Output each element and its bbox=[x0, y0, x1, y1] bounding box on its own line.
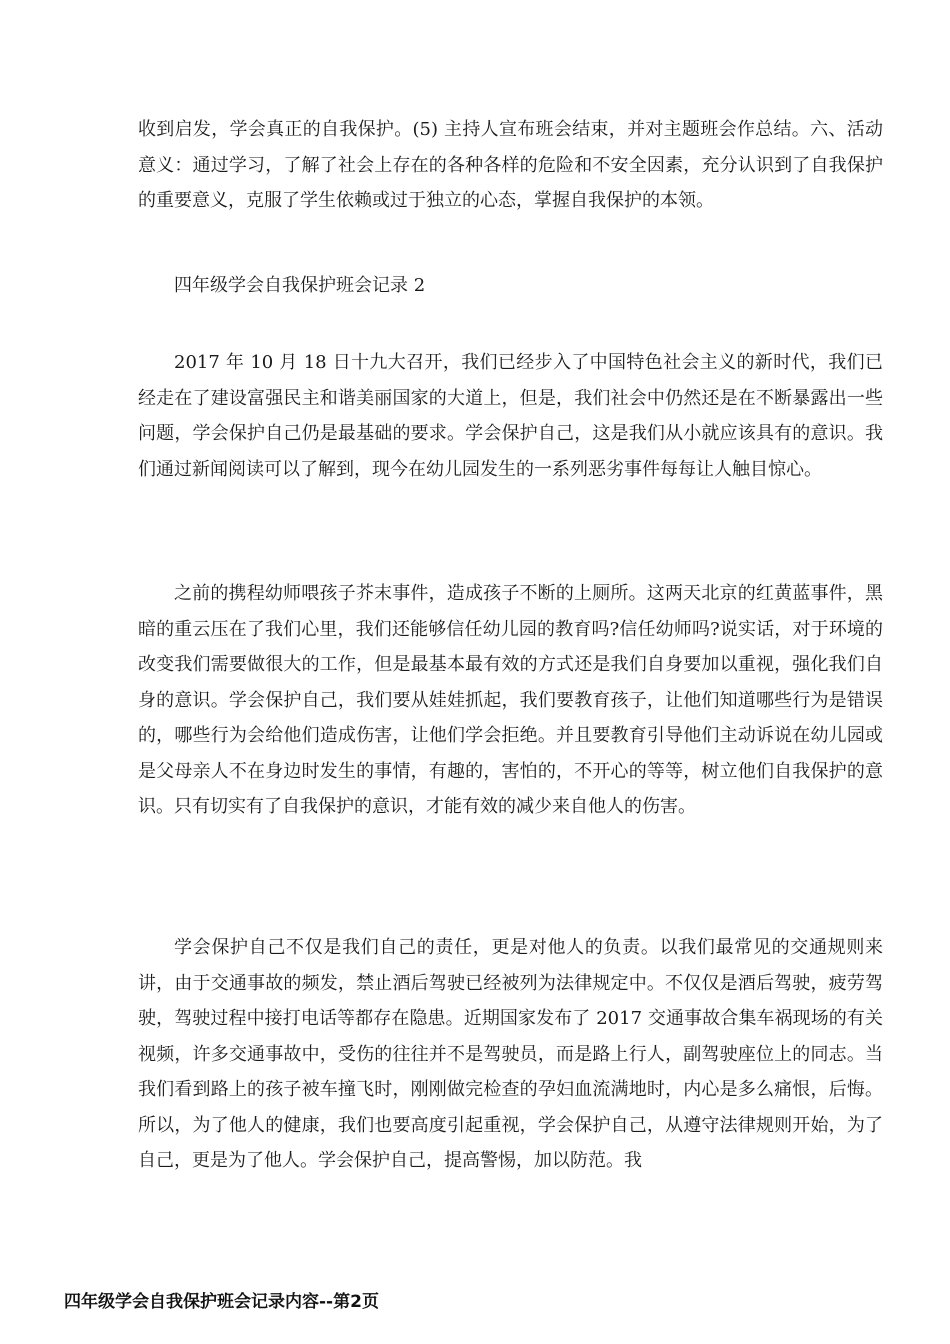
paragraph-3: 学会保护自己不仅是我们自己的责任，更是对他人的负责。以我们最常见的交通规则来讲，由于交通事故的频发，禁止酒后驾驶已经被列为法律规定中。不仅仅是酒后驾驶，疲劳驾驶，驾驶过程中接打电话等都存在隐患。近期国家发布了 2017 交通事故合集车祸现场的有关视频，许多交通事故中，受伤的往往并不是驾驶员，而是路上行人，副驾驶座位上的同志。当我们看到路上的孩子被车撞飞时，刚刚做完检查的孕妇血流满地时，内心是多么痛恨，后悔。所以，为了他人的健康，我们也要高度引起重视，学会保护自己，从遵守法律规则开始，为了自己，更是为了他人。学会保护自己，提高警惕，加以防范。我 bbox=[138, 937, 883, 1171]
section-heading: 四年级学会自我保护班会记录 2 bbox=[174, 275, 426, 296]
paragraph-2: 之前的携程幼师喂孩子芥末事件，造成孩子不断的上厕所。这两天北京的红黄蓝事件，黑暗的重云压在了我们心里，我们还能够信任幼儿园的教育吗?信任幼师吗?说实话，对于环境的改变我们需要做很大的工作，但是最基本最有效的方式还是我们自身要加以重视，强化我们自身的意识。学会保护自己，我们要从娃娃抓起，我们要教育孩子，让他们知道哪些行为是错误的，哪些行为会给他们造成伤害，让他们学会拒绝。并且要教育引导他们主动诉说在幼儿园或是父母亲人不在身边时发生的事情，有趣的，害怕的，不开心的等等，树立他们自我保护的意识。只有切实有了自我保护的意识，才能有效的减少来自他人的伤害。 bbox=[138, 583, 883, 817]
page-footer: 四年级学会自我保护班会记录内容--第2页 bbox=[64, 1292, 379, 1312]
intro-paragraph: 收到启发，学会真正的自我保护。(5) 主持人宣布班会结束，并对主题班会作总结。六、活动意义：通过学习，了解了社会上存在的各种各样的危险和不安全因素，充分认识到了自我保护的重要意义，克服了学生依赖或过于独立的心态，掌握自我保护的本领。 bbox=[138, 119, 883, 211]
paragraph-1: 2017 年 10 月 18 日十九大召开，我们已经步入了中国特色社会主义的新时代，我们已经走在了建设富强民主和谐美丽国家的大道上，但是，我们社会中仍然还是在不断暴露出一些问题，学会保护自己仍是最基础的要求。学会保护自己，这是我们从小就应该具有的意识。我们通过新闻阅读可以了解到，现今在幼儿园发生的一系列恶劣事件每每让人触目惊心。 bbox=[138, 352, 883, 480]
